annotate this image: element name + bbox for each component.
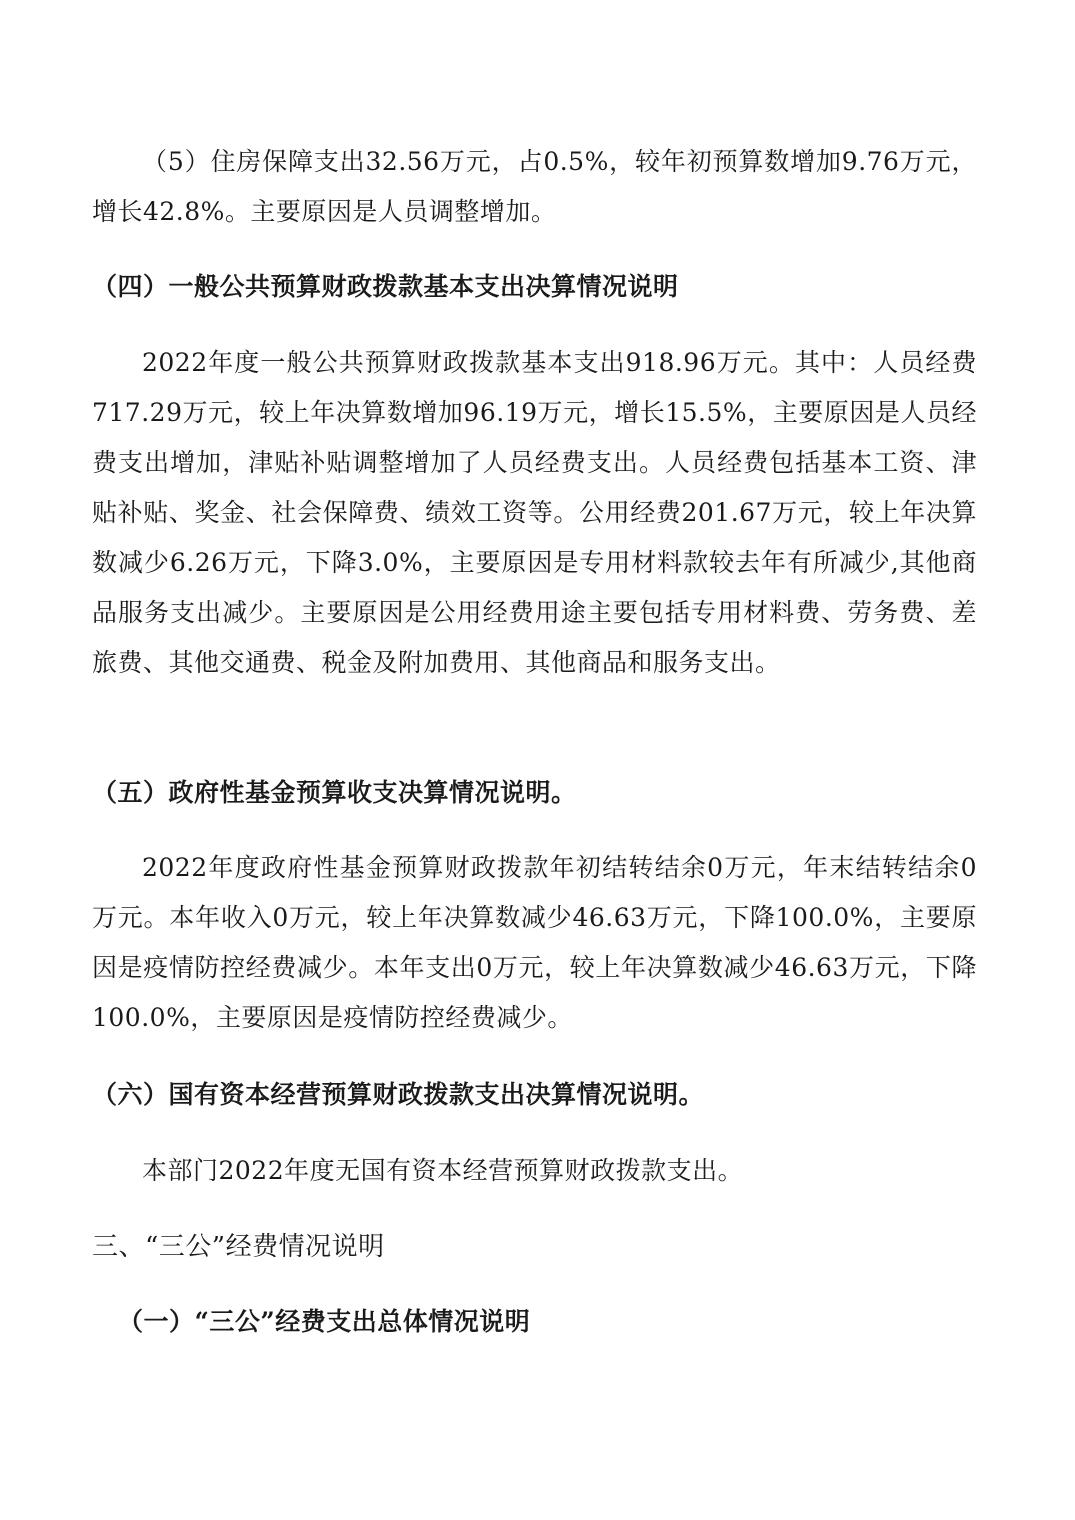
- heading-state-capital: （六）国有资本经营预算财政拨款支出决算情况说明。: [92, 1080, 705, 1109]
- paragraph-government-fund: 2022年度政府性基金预算财政拨款年初结转结余0万元，年末结转结余0万元。本年收入0万元，较上年决算数减少46.63万元，下降100.0%，主要原因是疫情防控经费减少。本年支出0万元，较上年决算数减少46.63万元，下降100.0%，主要原因是疫情防控经费减少。: [92, 853, 977, 1032]
- section-three-public-expenses: 三、“三公”经费情况说明: [92, 1232, 385, 1262]
- paragraph-basic-expenditure: 2022年度一般公共预算财政拨款基本支出918.96万元。其中：人员经费717.29万元，较上年决算数增加96.19万元，增长15.5%，主要原因是人员经费支出增加，津贴补贴调整增加了人员经费支出。人员经费包括基本工资、津贴补贴、奖金、社会保障费、绩效工资等。公用经费201.67万元，较上年决算数减少6.26万元，下降3.0%，主要原因是专用材料款较去年有所减少,其他商品服务支出减少。主要原因是公用经费用途主要包括专用材料费、劳务费、差旅费、其他交通费、税金及附加费用、其他商品和服务支出。: [92, 348, 977, 677]
- paragraph-housing-expenditure: （5）住房保障支出32.56万元，占0.5%，较年初预算数增加9.76万元，增长42.8%。主要原因是人员调整增加。: [92, 147, 977, 226]
- paragraph-state-capital: 本部门2022年度无国有资本经营预算财政拨款支出。: [142, 1156, 744, 1185]
- heading-government-fund: （五）政府性基金预算收支决算情况说明。: [92, 778, 577, 807]
- heading-basic-expenditure: （四）一般公共预算财政拨款基本支出决算情况说明: [92, 272, 679, 301]
- heading-three-public-overall: （一）“三公”经费支出总体情况说明: [118, 1307, 531, 1336]
